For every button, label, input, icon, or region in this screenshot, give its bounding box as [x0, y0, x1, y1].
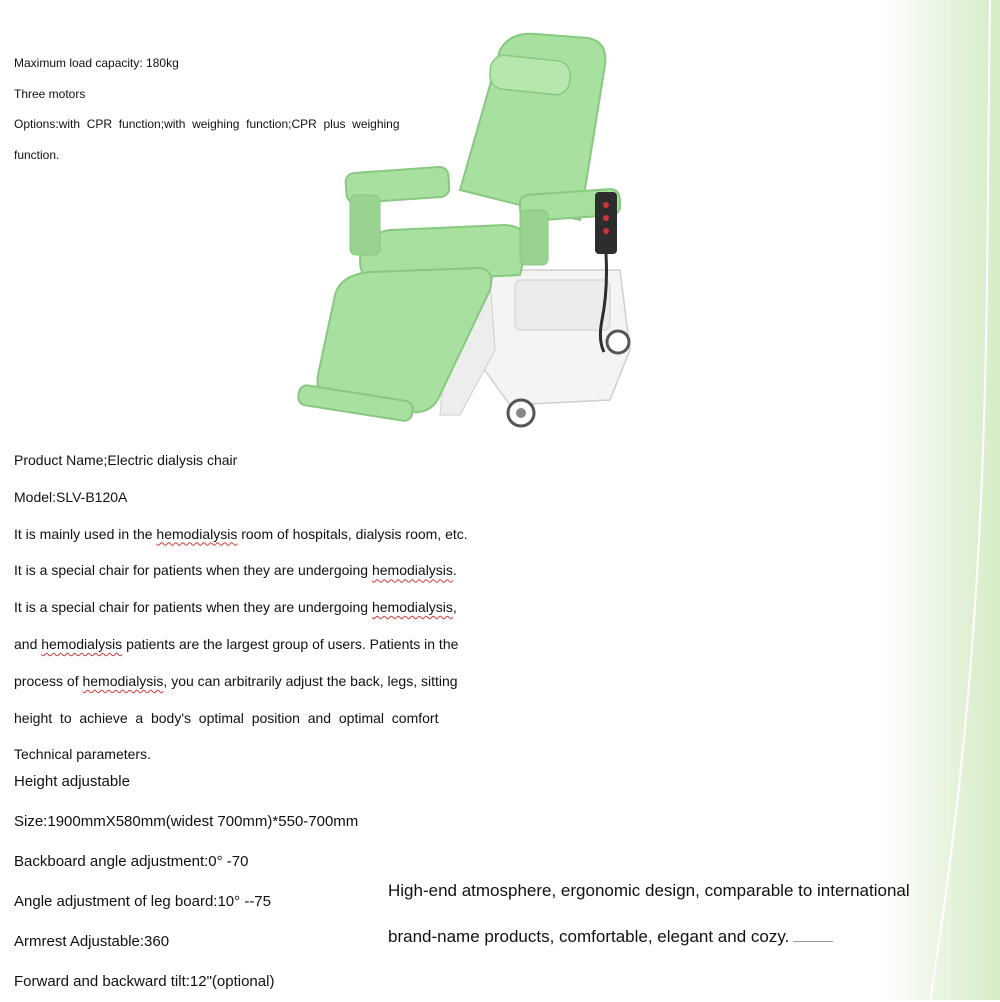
- text-segment: It is mainly used in the: [14, 525, 157, 542]
- text-segment: , you can arbitrarily adjust the back, legs, sitting: [163, 672, 458, 689]
- feature-options: Options:with CPR function;with weighing function;CPR plus weighing: [14, 117, 400, 131]
- description-line: [14, 516, 504, 553]
- decorative-green-panel: [880, 0, 1000, 1000]
- param-tilt: Forward and backward tilt:12"(optional): [14, 973, 275, 990]
- text-segment: ,: [452, 599, 457, 616]
- param-backboard-angle: Backboard angle adjustment:0° -70: [14, 853, 249, 870]
- text-segment: room of hospitals, dialysis room, etc.: [237, 525, 468, 542]
- description-line: height to achieve a body's optimal position and optimal comfort: [14, 709, 439, 726]
- text-segment: It is a special chair for patients when they are undergoing: [14, 599, 372, 616]
- param-armrest: Armrest Adjustable:360: [14, 933, 170, 950]
- technical-parameters-heading: Technical parameters.: [14, 746, 151, 763]
- feature-options-cont: function.: [14, 147, 60, 162]
- description-line: [14, 663, 504, 700]
- feature-motors: Three motors: [14, 86, 86, 101]
- description-line: [14, 589, 504, 626]
- text-segment: patients are the largest group of users. Patients in the: [122, 635, 459, 652]
- technical-parameters: [14, 762, 434, 1002]
- product-description: [14, 442, 504, 773]
- misspelled-word: hemodialysis: [156, 525, 238, 542]
- param-height: Height adjustable: [14, 773, 130, 790]
- feature-load-capacity: Maximum load capacity: 180kg: [14, 56, 179, 70]
- highlight-line-2: [388, 914, 990, 960]
- description-line: [14, 626, 504, 663]
- param-size: Size:1900mmX580mm(widest 700mm)*550-700mm: [14, 813, 359, 830]
- trailing-rule: [793, 941, 833, 942]
- misspelled-word: hemodialysis: [41, 635, 123, 652]
- text-segment: It is a special chair for patients when they are undergoing: [14, 562, 372, 579]
- param-legboard-angle: Angle adjustment of leg board:10° --75: [14, 893, 271, 910]
- misspelled-word: hemodialysis: [371, 562, 453, 579]
- dialysis-chair-image: [290, 20, 650, 440]
- text-segment: and: [14, 635, 42, 652]
- product-model: Model:SLV-B120A: [14, 488, 128, 505]
- misspelled-word: hemodialysis: [82, 672, 164, 689]
- highlight-statement: [388, 868, 990, 960]
- product-name: Product Name;Electric dialysis chair: [14, 452, 238, 468]
- text-segment: process of: [14, 672, 83, 689]
- description-line: [14, 552, 504, 589]
- text-segment: .: [452, 562, 457, 579]
- text-segment: brand-name products, comfortable, elegant and cozy.: [388, 927, 790, 946]
- highlight-line-1: High-end atmosphere, ergonomic design, comparable to international: [388, 881, 910, 900]
- misspelled-word: hemodialysis: [371, 599, 453, 616]
